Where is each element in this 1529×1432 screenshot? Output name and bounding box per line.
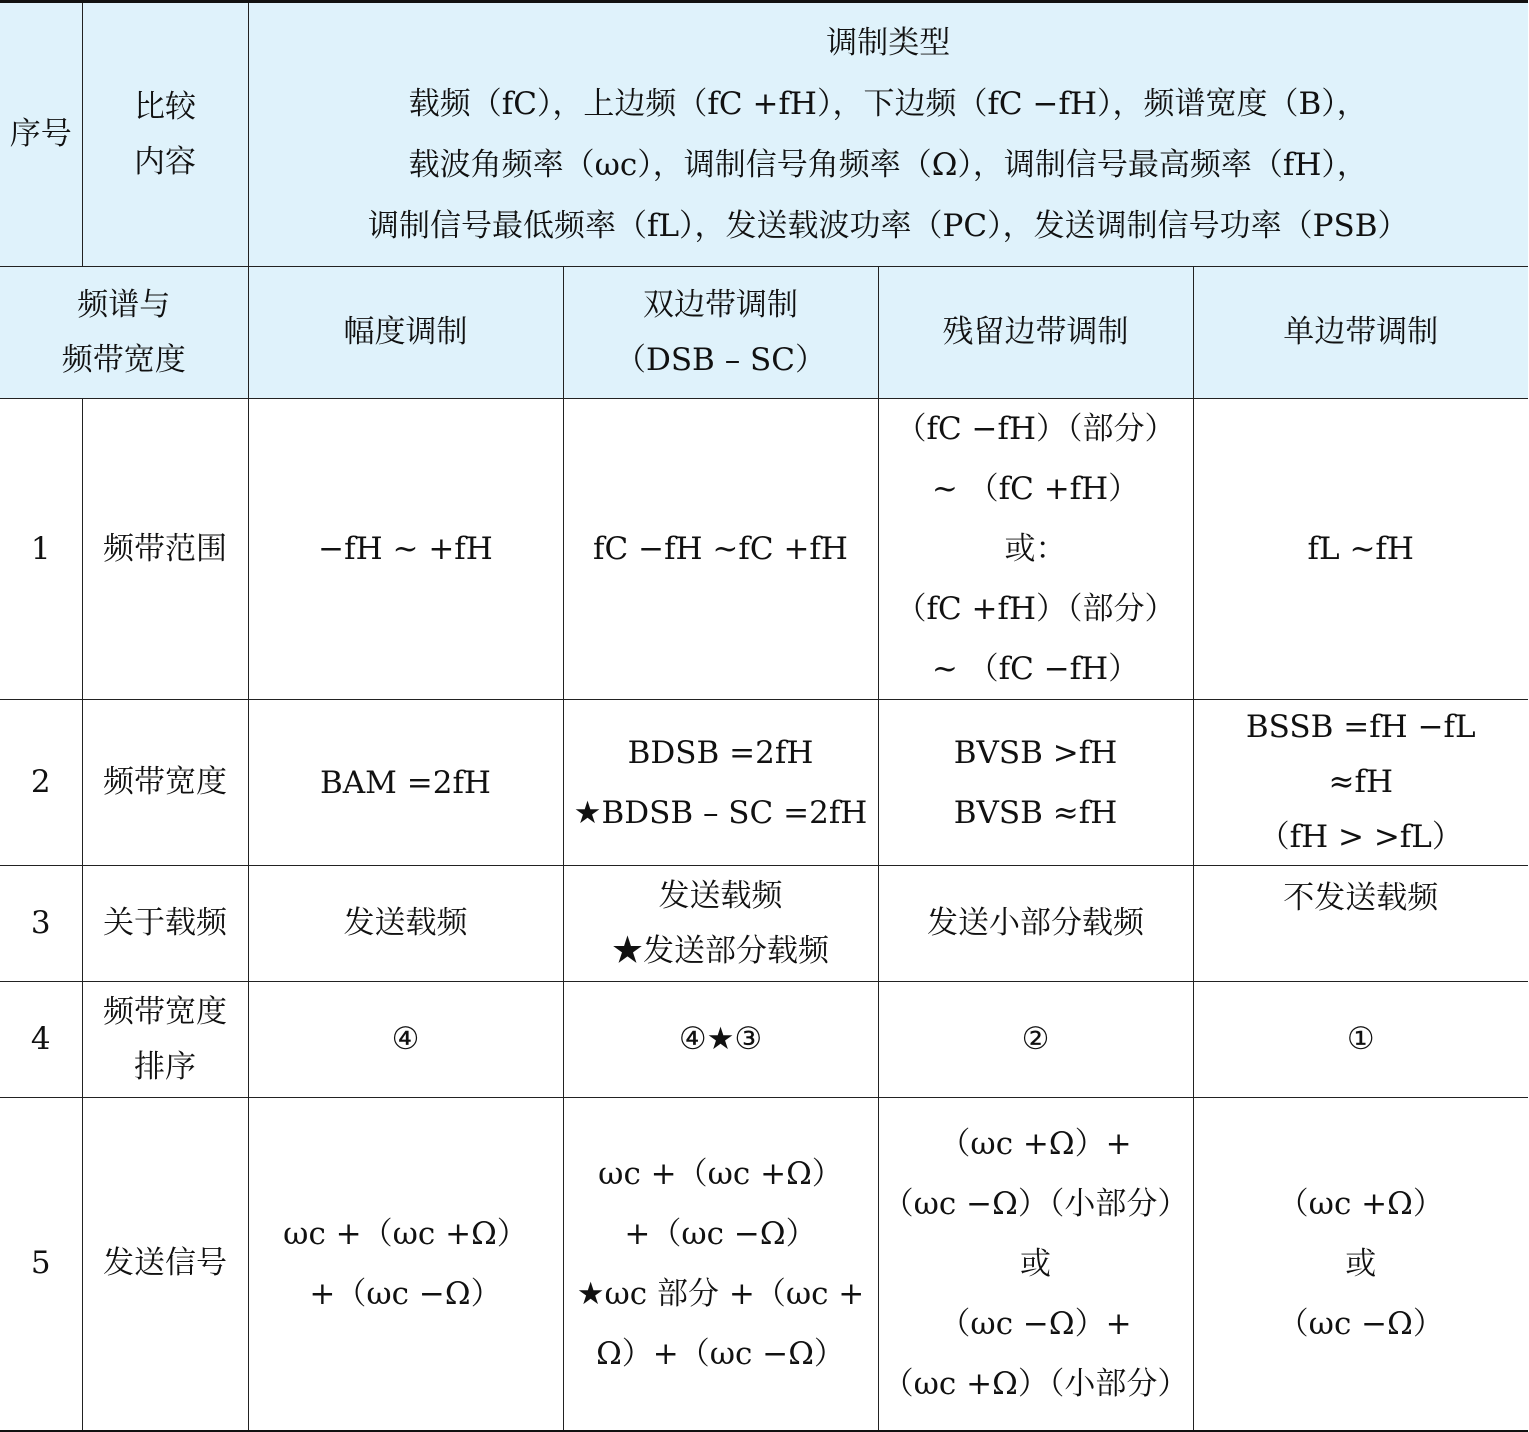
- cell-dsb: 发送载频 ★发送部分载频: [563, 866, 878, 982]
- subheader-col-label: 双边带调制: [643, 286, 798, 323]
- cell-dsb: BDSB =2fH ★BDSB – SC =2fH: [563, 700, 878, 866]
- cell-vsb: ②: [878, 982, 1193, 1098]
- subheader-row: [0, 267, 1528, 399]
- table-row: [0, 700, 1528, 866]
- cell-ssb: BSSB =fH −fL ≈fH （fH > >fL）: [1193, 700, 1528, 866]
- header-seq-label: 序号: [9, 116, 72, 153]
- cell-vsb: （fC −fH）（部分） ~ （fC +fH） 或： （fC +fH）（部分） ~ （fC −fH）: [878, 399, 1193, 700]
- subheader-col-vsb: [878, 267, 1193, 399]
- row-label: 关于载频: [82, 866, 248, 982]
- cell-vsb: 发送小部分载频: [878, 866, 1193, 982]
- subheader-col-label: 残留边带调制: [942, 314, 1129, 350]
- subheader-spectrum-line1: 频谱与: [77, 286, 171, 323]
- header-type-line1: 载频（fC），上边频（fC +fH），下边频（fC −fH），频谱宽度（B），: [408, 85, 1368, 122]
- table-row: [0, 1098, 1528, 1431]
- cell-dsb: fC −fH ~fC +fH: [563, 399, 878, 700]
- row-label: 频带范围: [82, 399, 248, 700]
- header-compare-line2: 内容: [134, 143, 196, 180]
- header-compare-cell: [82, 2, 248, 267]
- header-row: [0, 2, 1528, 267]
- header-compare-line1: 比较: [134, 88, 196, 125]
- cell-dsb: ωc +（ωc +Ω） +（ωc −Ω） ★ωc 部分 +（ωc + Ω）+（ωc −Ω）: [563, 1098, 878, 1431]
- subheader-col-sublabel: （DSB – SC）: [614, 341, 827, 378]
- cell-am: ωc +（ωc +Ω） +（ωc −Ω）: [248, 1098, 563, 1431]
- table-row: [0, 399, 1528, 700]
- row-number: 3: [0, 866, 82, 982]
- cell-am: 发送载频: [248, 866, 563, 982]
- cell-am: BAM =2fH: [248, 700, 563, 866]
- header-type-line3: 调制信号最低频率（fL），发送载波功率（PC），发送调制信号功率（PSB）: [368, 207, 1409, 244]
- row-number: 4: [0, 982, 82, 1098]
- header-type-title: 调制类型: [826, 24, 951, 61]
- row-number: 1: [0, 399, 82, 700]
- cell-am: ④: [248, 982, 563, 1098]
- subheader-col-dsb: [563, 267, 878, 399]
- cell-ssb: ①: [1193, 982, 1528, 1098]
- subheader-spectrum-cell: [0, 267, 248, 399]
- cell-am: −fH ~ +fH: [248, 399, 563, 700]
- cell-dsb: ④★③: [563, 982, 878, 1098]
- cell-ssb: （ωc +Ω） 或 （ωc −Ω）: [1193, 1098, 1528, 1431]
- row-number: 2: [0, 700, 82, 866]
- cell-ssb: 不发送载频: [1193, 866, 1528, 982]
- subheader-col-label: 幅度调制: [343, 314, 468, 350]
- subheader-col-am: [248, 267, 563, 399]
- row-label: 频带宽度: [82, 700, 248, 866]
- row-label: 频带宽度 排序: [82, 982, 248, 1098]
- cell-ssb: fL ~fH: [1193, 399, 1528, 700]
- subheader-spectrum-line2: 频带宽度: [61, 341, 186, 378]
- table-row: [0, 982, 1528, 1098]
- subheader-col-label: 单边带调制: [1283, 314, 1439, 350]
- header-type-cell: [248, 2, 1528, 267]
- table-row: [0, 866, 1528, 982]
- cell-vsb: BVSB >fH BVSB ≈fH: [878, 700, 1193, 866]
- cell-vsb: （ωc +Ω）+ （ωc −Ω）（小部分） 或 （ωc −Ω）+ （ωc +Ω）（小部分）: [878, 1098, 1193, 1431]
- subheader-col-ssb: [1193, 267, 1528, 399]
- row-number: 5: [0, 1098, 82, 1431]
- row-label: 发送信号: [82, 1098, 248, 1431]
- header-type-line2: 载波角频率（ωc），调制信号角频率（Ω），调制信号最高频率（fH），: [408, 146, 1368, 183]
- header-seq-cell: [0, 2, 82, 267]
